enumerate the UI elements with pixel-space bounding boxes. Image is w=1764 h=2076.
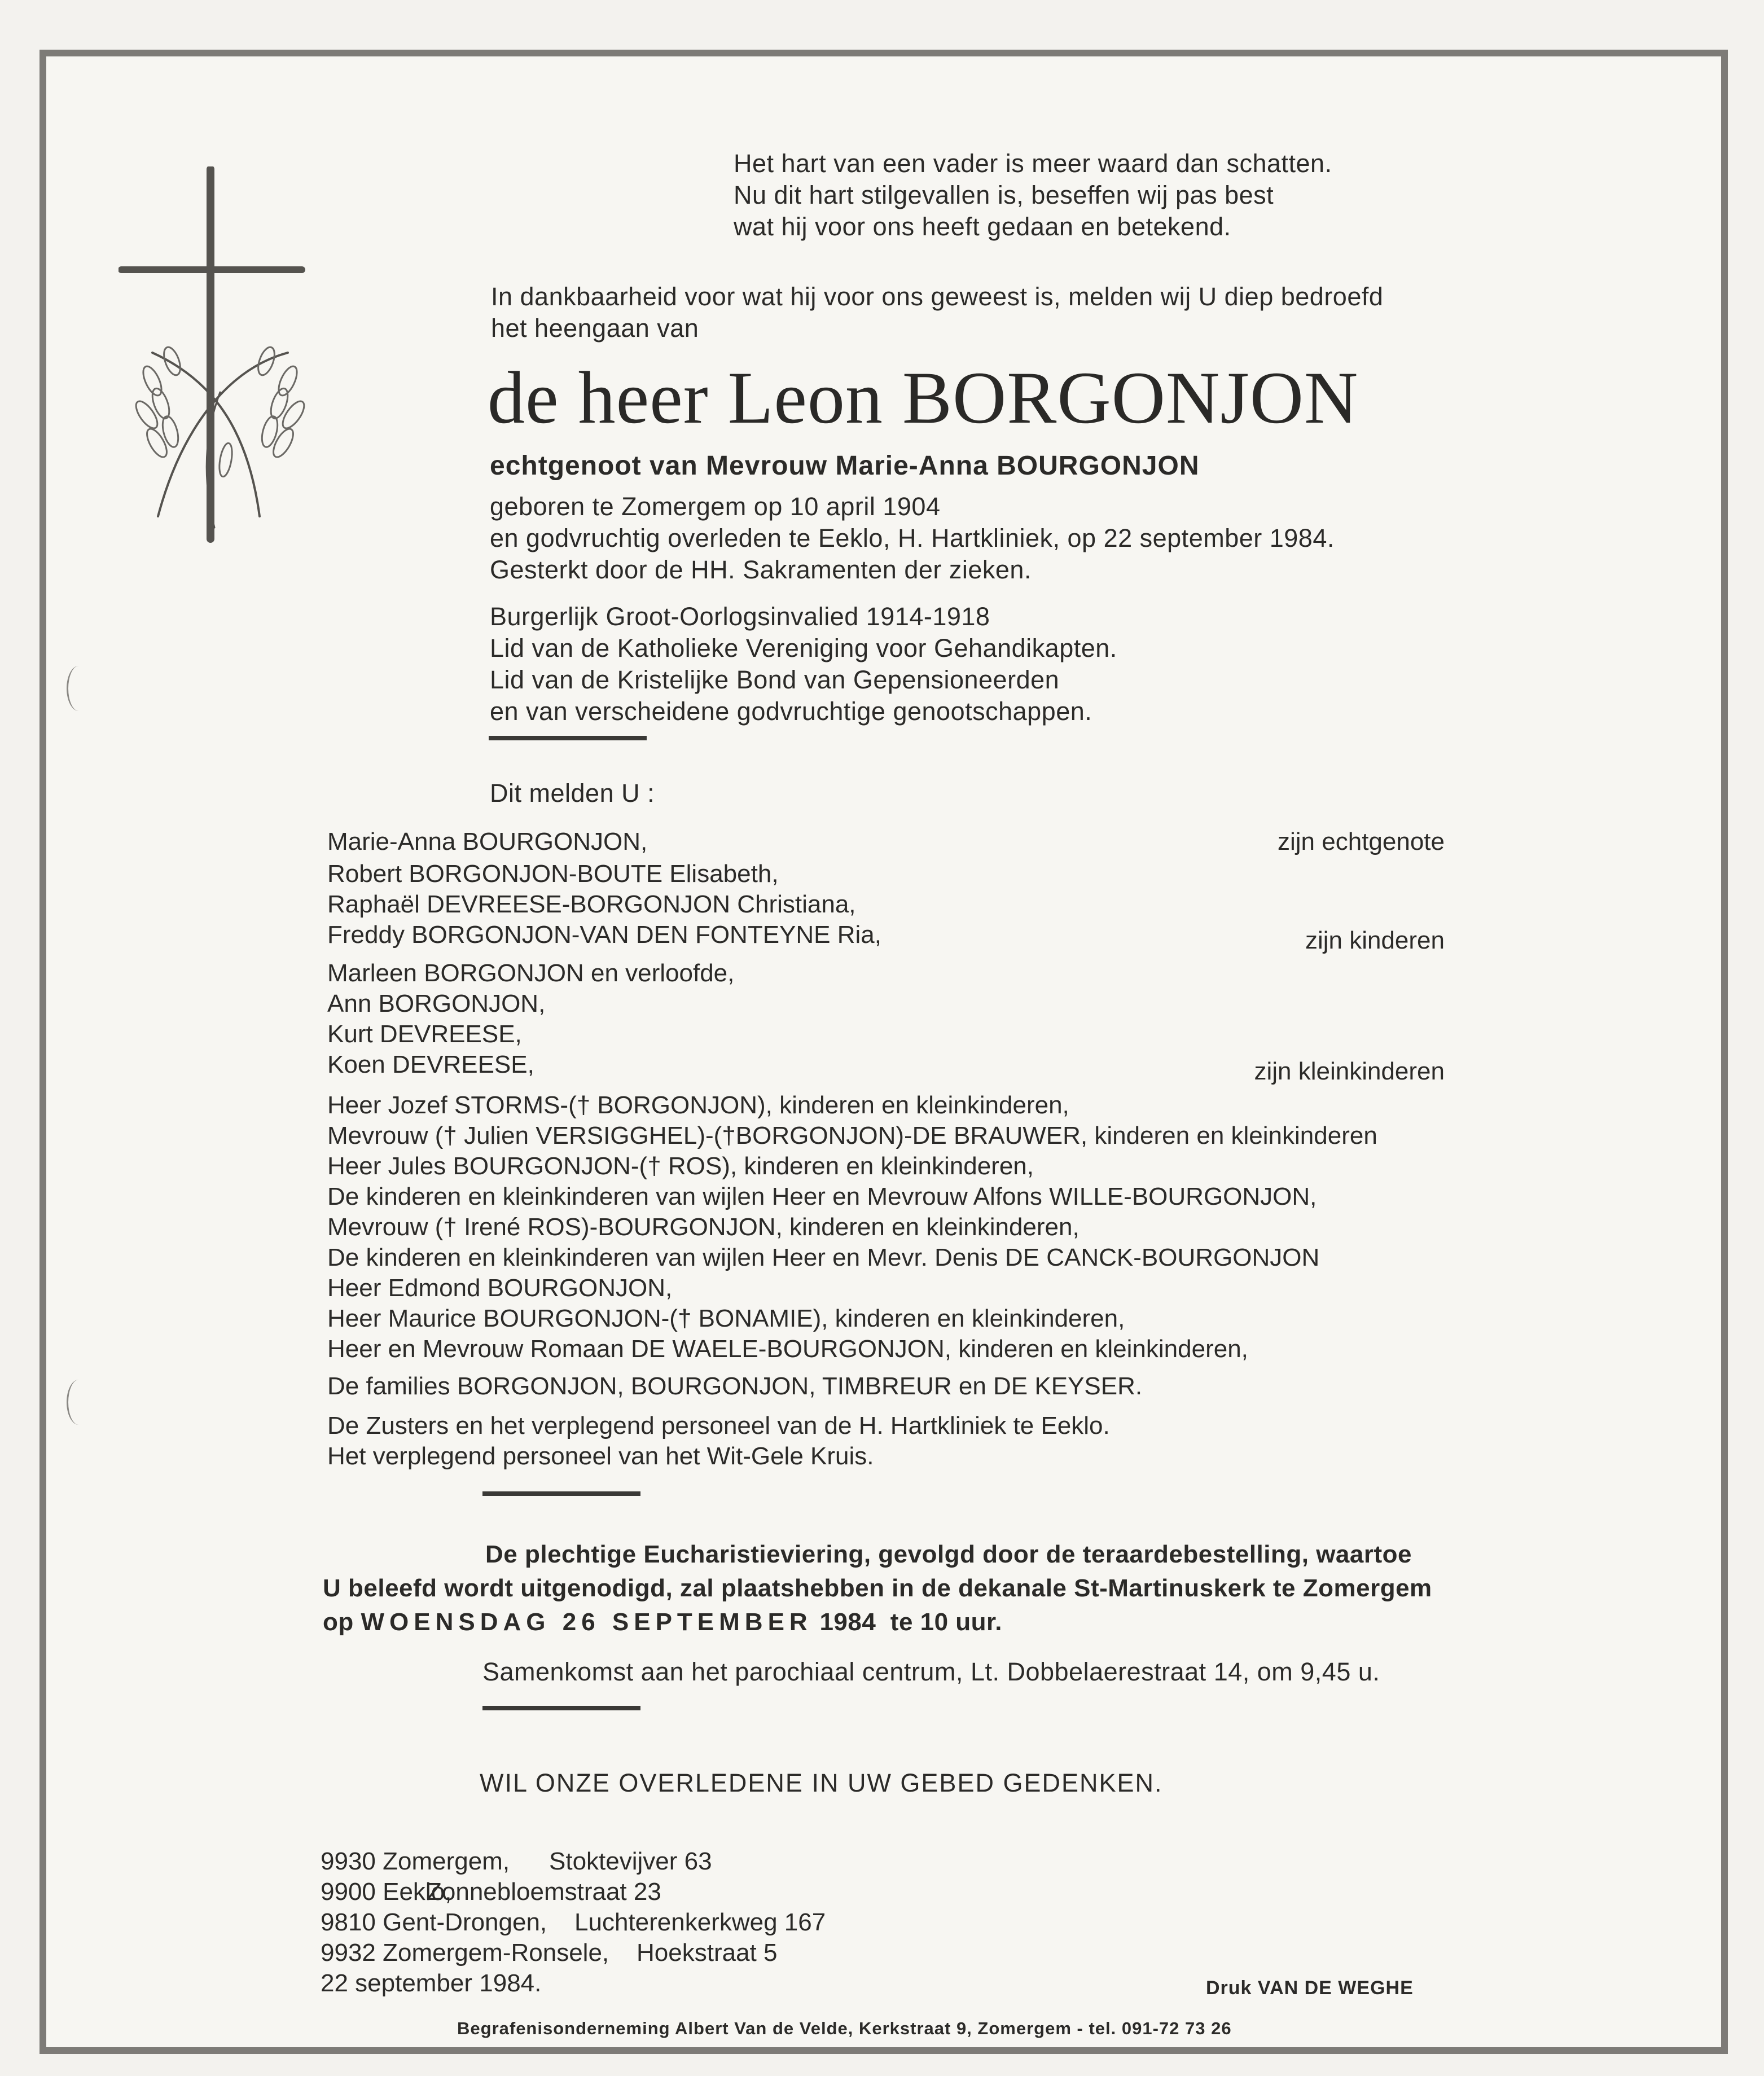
spouse-name: Marie-Anna BOURGONJON, bbox=[327, 828, 648, 855]
invalid-line: Burgerlijk Groot-Oorlogsinvalied 1914-1918 bbox=[490, 602, 990, 631]
spouse-group bbox=[327, 827, 1445, 857]
staff-group bbox=[327, 1411, 1445, 1472]
service-day: WOENSDAG 26 SEPTEMBER bbox=[361, 1608, 813, 1636]
grandchild-name: Koen DEVREESE, bbox=[327, 1051, 534, 1078]
printer-credit: Druk VAN DE WEGHE bbox=[1206, 1977, 1414, 1999]
grandchild-name: Marleen BORGONJON en verloofde, bbox=[327, 959, 735, 987]
list-item: Heer Maurice BOURGONJON-(† BONAMIE), kinderen en kleinkinderen, bbox=[327, 1305, 1125, 1332]
date-line: 22 september 1984. bbox=[321, 1969, 542, 1997]
list-item bbox=[327, 859, 1445, 889]
child-name: Freddy BORGONJON-VAN DEN FONTEYNE Ria, bbox=[327, 921, 881, 949]
service-prefix: op bbox=[323, 1608, 354, 1636]
birth-line: geboren te Zomergem op 10 april 1904 bbox=[490, 492, 941, 521]
spouse-relation: zijn echtgenote bbox=[1278, 828, 1445, 855]
list-item bbox=[327, 958, 1445, 989]
grandchild-name: Kurt DEVREESE, bbox=[327, 1020, 522, 1048]
address-street: Hoekstraat 5 bbox=[637, 1939, 778, 1967]
meeting-line: Samenkomst aan het parochiaal centrum, Lt. Dobbelaerestraat 14, om 9,45 u. bbox=[482, 1657, 1380, 1686]
list-item bbox=[321, 1846, 826, 1877]
service-announcement bbox=[323, 1538, 1432, 1639]
list-item: De kinderen en kleinkinderen van wijlen Heer en Mevr. Denis DE CANCK-BOURGONJON bbox=[327, 1244, 1320, 1271]
service-line-1: De plechtige Eucharistieviering, gevolgd door de teraardebestelling, waartoe bbox=[485, 1540, 1412, 1568]
list-item bbox=[327, 989, 1445, 1019]
address-city: 9932 Zomergem-Ronsele, bbox=[321, 1939, 609, 1967]
list-item bbox=[327, 827, 1445, 857]
list-item: Heer Jozef STORMS-(† BORGONJON), kinderen en kleinkinderen, bbox=[327, 1091, 1069, 1119]
list-item bbox=[327, 889, 1445, 920]
list-item: Mevrouw († Irené ROS)-BOURGONJON, kinderen en kleinkinderen, bbox=[327, 1213, 1080, 1241]
families-line: De families BORGONJON, BOURGONJON, TIMBREUR en DE KEYSER. bbox=[327, 1372, 1143, 1400]
address-street: Zonnebloemstraat 23 bbox=[427, 1878, 661, 1906]
address-block bbox=[321, 1846, 826, 1999]
list-item bbox=[321, 1938, 826, 1968]
list-item: Heer en Mevrouw Romaan DE WAELE-BOURGONJON, kinderen en kleinkinderen, bbox=[327, 1335, 1248, 1363]
relatives-group bbox=[327, 1090, 1445, 1364]
list-item: De Zusters en het verplegend personeel van de H. Hartkliniek te Eeklo. bbox=[327, 1412, 1110, 1439]
list-item bbox=[327, 920, 1445, 954]
divider-rule-2 bbox=[482, 1491, 640, 1496]
children-relation: zijn kinderen bbox=[1305, 927, 1445, 954]
child-name: Raphaël DEVREESE-BORGONJON Christiana, bbox=[327, 890, 856, 918]
motto-line-1: Het hart van een vader is meer waard dan schatten. bbox=[734, 149, 1332, 178]
service-line-3 bbox=[323, 1605, 1432, 1639]
children-group bbox=[327, 859, 1445, 954]
divider-rule-1 bbox=[489, 736, 647, 740]
member-line-3: en van verscheidene godvruchtige genootschappen. bbox=[490, 697, 1092, 726]
prayer-request: WIL ONZE OVERLEDENE IN UW GEBED GEDENKEN. bbox=[480, 1768, 1163, 1797]
list-item bbox=[327, 1019, 1445, 1050]
list-item: Het verplegend personeel van het Wit-Gele Kruis. bbox=[327, 1442, 874, 1470]
address-city: 9930 Zomergem, bbox=[321, 1847, 510, 1875]
address-street: Luchterenkerkweg 167 bbox=[574, 1908, 826, 1936]
spouse-subtitle: echtgenoot van Mevrouw Marie-Anna BOURGONJON bbox=[490, 451, 1200, 481]
intro-line-1: In dankbaarheid voor wat hij voor ons geweest is, melden wij U diep bedroefd bbox=[491, 282, 1384, 311]
address-city: 9900 Eeklo, bbox=[321, 1878, 452, 1906]
grandchildren-relation: zijn kleinkinderen bbox=[1254, 1057, 1445, 1085]
punch-hole-upper bbox=[67, 666, 91, 711]
intro-text bbox=[491, 281, 1383, 344]
cross-wheat-icon bbox=[119, 166, 322, 545]
service-line-2: U beleefd wordt uitgenodigd, zal plaatshebben in de dekanale St-Martinuskerk te Zomergem bbox=[323, 1574, 1432, 1602]
list-item: De kinderen en kleinkinderen van wijlen Heer en Mevrouw Alfons WILLE-BOURGONJON, bbox=[327, 1183, 1317, 1210]
punch-hole-lower bbox=[67, 1380, 91, 1425]
intro-line-2: het heengaan van bbox=[491, 314, 699, 343]
membership-block bbox=[490, 601, 1117, 727]
bio-block bbox=[490, 491, 1335, 586]
list-item bbox=[321, 1907, 826, 1938]
divider-rule-3 bbox=[482, 1706, 640, 1710]
announcement-heading: Dit melden U : bbox=[490, 779, 655, 807]
undertaker-credit: Begrafenisonderneming Albert Van de Velde, Kerkstraat 9, Zomergem - tel. 091-72 73 26 bbox=[457, 2018, 1232, 2038]
sacraments-line: Gesterkt door de HH. Sakramenten der zieken. bbox=[490, 555, 1032, 584]
child-name: Robert BORGONJON-BOUTE Elisabeth, bbox=[327, 860, 779, 888]
motto-line-3: wat hij voor ons heeft gedaan en betekend. bbox=[734, 212, 1231, 241]
address-city: 9810 Gent-Drongen, bbox=[321, 1908, 547, 1936]
motto bbox=[734, 148, 1332, 243]
list-item bbox=[327, 1050, 1445, 1085]
motto-line-2: Nu dit hart stilgevallen is, beseffen wij pas best bbox=[734, 181, 1274, 209]
list-item: Mevrouw († Julien VERSIGGHEL)-(†BORGONJON)-DE BRAUWER, kinderen en kleinkinderen bbox=[327, 1122, 1377, 1149]
list-item: Heer Jules BOURGONJON-(† ROS), kinderen en kleinkinderen, bbox=[327, 1152, 1034, 1180]
grandchild-name: Ann BORGONJON, bbox=[327, 990, 546, 1017]
member-line-2: Lid van de Kristelijke Bond van Gepensioneerden bbox=[490, 665, 1060, 694]
member-line-1: Lid van de Katholieke Vereniging voor Gehandikapten. bbox=[490, 634, 1117, 662]
death-line: en godvruchtig overleden te Eeklo, H. Hartkliniek, op 22 september 1984. bbox=[490, 524, 1335, 552]
grandchildren-group bbox=[327, 958, 1445, 1085]
deceased-name: de heer Leon BORGONJON bbox=[488, 356, 1359, 439]
address-street: Stoktevijver 63 bbox=[549, 1847, 712, 1875]
service-time: 1984 te 10 uur. bbox=[819, 1608, 1002, 1636]
list-item bbox=[321, 1877, 826, 1907]
list-item: Heer Edmond BOURGONJON, bbox=[327, 1274, 673, 1302]
